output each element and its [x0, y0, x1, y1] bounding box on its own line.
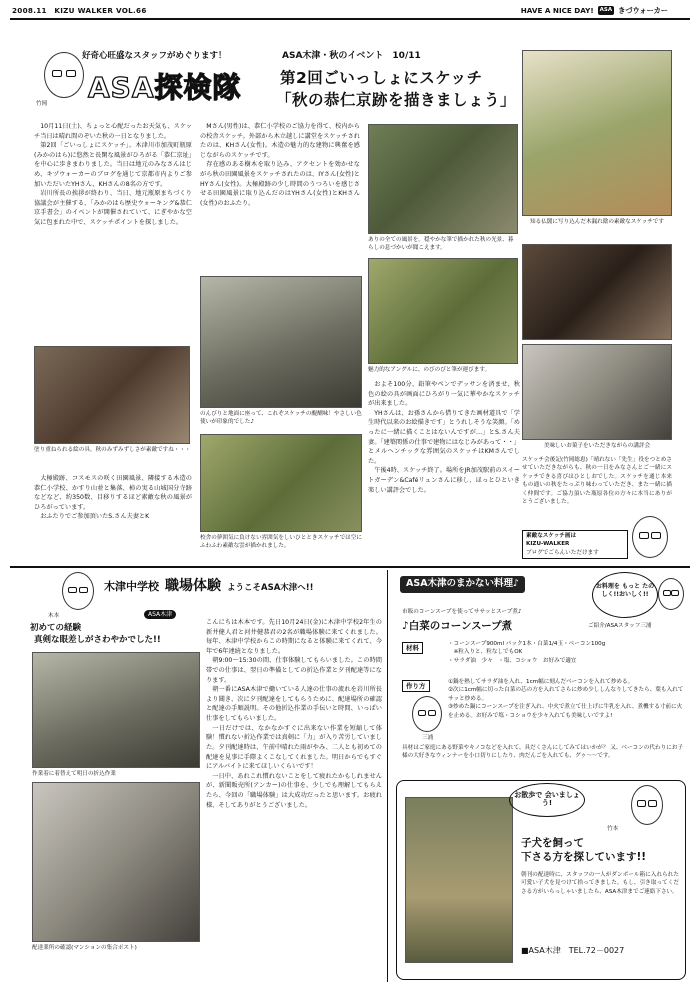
title-line1: 第2回ごいっしょにスケッチ [280, 69, 483, 87]
logo-text: きづウォーカー [618, 6, 668, 15]
blog-line: ブログでごらんいただけます [526, 549, 599, 556]
welcome-text: ようこそASA木津へ!! [227, 583, 314, 593]
photo-review-meeting-2 [522, 344, 672, 440]
school-name: 木津中学校 [104, 580, 159, 593]
caption: 美味しいお菓子をいただきながらの講評会 [543, 443, 651, 449]
ingredient: ・コーンスープ900ml パック1本・白菜1/4玉・ベーコン100g [448, 641, 606, 647]
host-name: 竹本 [607, 826, 619, 832]
paragraph: Mさん(男性)は、恭仁小学校のご協力を得て、校内からの校舎スケッチ。外部から木立越しに講堂をスケッチされたのは、KHさん(女性)。木造の魅力的な建物に興奮を感じながらのスケッチです。 [200, 123, 360, 159]
paragraph: 一日中、あれこれ慣れないことをして疲れたかもしれませんが、新聞販売所(アンカー)の仕事を、少しでも理解してもらえたら、今回の「職場体験」は大成功だったと思います。お疲れ様、そしてありがとうございました。 [206, 772, 382, 809]
caption: のんびりと地面に座って、これぞスケッチの醍醐味！やさしい色使いが印象的でした♪ [200, 411, 362, 426]
pet-title-2: 下さる方を探しています!! [521, 851, 647, 863]
ingredient: ・サラダ油 少々 ・塩、コショウ お好みで適宜 [448, 657, 577, 664]
pet-contact: ■ASA木津 TEL.72－0027 [521, 946, 625, 955]
pet-title-1: 子犬を飼って [521, 837, 584, 849]
host-portrait-icon [62, 572, 94, 610]
puppy-photo [405, 797, 513, 963]
job-title: 職場体験 [165, 578, 221, 594]
illustration-face-icon [632, 516, 668, 558]
ingredients-label: 材料 [402, 642, 423, 654]
step: ③炒めた鍋にコーンスープを注ぎ入れ、中火で煮立て仕上げに牛乳を入れ、煮機する寸前に火を止める。お好みで塩・コショウを少々入れても美味しいですよ! [448, 704, 683, 719]
title-line2: 「秋の恭仁京跡を描きましょう」 [276, 91, 517, 109]
headline-2: 真剣な眼差しがさわやかでした!! [34, 635, 161, 645]
blog-box [522, 530, 628, 559]
corner-title: ASA探検隊 [88, 71, 242, 104]
recipe-closing: 具材はご家庭にある野菜やキノコなどを入れて、具だくさんにしてみてはいかが？ 又、ベーコンの代わりにお子様の大好きなウィンナーを小口切りにしたり、肉だんごを入れても、グゥ～～です。 [402, 745, 683, 760]
host-portrait-icon [44, 52, 84, 98]
headline-1: 初めての経験 [30, 623, 82, 633]
afterword: スケッチ会後記(竹岡総恵)「晴れない「先生」役をつとめさせていただきながらも、秋の一日をみなさんとご一緒にスケッチできる喜びはひとしおでした。スケッチを通じ本来もの通いの秋をたっぷり味わっていただき、また一緒に描く仲間です。ご協力頂いた瓶原各位の方々に本当にありがとうございました。 [522, 457, 672, 505]
asa-tankentai-section [10, 22, 690, 564]
method-label: 作り方 [402, 680, 430, 692]
paragraph: 第2回「ごいっしょにスケッチ」。木津川市加茂町瓶原(みかのはら)に悠然と長閑な風景がひろがる「恭仁京址」を中心に歩きまわりました。当日は地元のみなさんはじめ、キヅウォーカーのブログを通じて京都市内よりご参加いただいたYHさん、KHさんの8名の方です。 [34, 142, 192, 188]
recipe-title: ASA木津のまかない料理♪ [400, 576, 525, 593]
paragraph: 朝一番にASA木津で働いている人達の仕事の流れを岩川所長より聞き、次に夕刊配達をしてもらうために、配達場所の確認と配達の手順説明。その他折込作業の手伝いと時間、いっぱい仕事をしてもらいました。 [206, 686, 382, 723]
speech-bubble: お散歩で 会いましょう! [509, 783, 585, 817]
paragraph: おふたりでご参加頂いたS.さん夫妻とK [40, 513, 150, 521]
photo-sketchbook [522, 50, 672, 216]
paragraph: YHさんは、お孫さんから借りてきた画材道具で「学生時代以来のお絵描きです」とうれしそうな笑顔。「めったに一緒に描くことはないんですが…」とS.さん夫妻。「建築関係の仕事で建物にはなじみがあって・・」とメルヘンチックな雰囲気のスケッチはKMさんでした。 [368, 409, 520, 465]
steps [448, 678, 684, 720]
section-rule [10, 566, 690, 568]
recipe-intro: ご紹介/ASAスタッフ三浦 [588, 623, 652, 629]
host-name: 木本 [48, 613, 60, 619]
caption: 校舎の夢囲気に負けない雰囲気をしいひとときスケッチでは空にふわふわ素敵な雲が描かれました。 [200, 535, 362, 550]
cook-face-icon [658, 578, 684, 610]
article-col1b [34, 474, 192, 522]
speech-bubble: お料理を もっと たのしく!!おいしく!! [592, 572, 658, 618]
paragraph: 10月11日(土)、ちょっと心配だったお天気も、スケッチ当日は晴れ間のぞいた秋の一日となりました。 [34, 123, 192, 140]
pet-body: 朝刊の配達時に、スタッフの一人がダンボール箱に入れられた可愛い子犬を見つけて拾ってきました。もし、引き取ってくださる方がいらっしゃいましたら、ASA木津までご連絡下さい。 [521, 872, 679, 895]
article-col1 [34, 122, 192, 228]
issue-info: 2008.11 KIZU WALKER VOL.66 [12, 6, 147, 15]
paragraph: 朝9:00～15:30の間、仕事体験してもらいました。この時間帯での仕事は、翌日の準備としての折込作業と夕刊配達等になります。 [206, 657, 382, 684]
paragraph: 一日だけでは、なかなかすぐに出来ない作業を短縮して体験！慣れない折込作業では真剣に「力」が入り苦労していました。夕刊配達時は、午前中晴れた雨がやみ、二人とも初めての配達を見事に手際よくこなしてくれました。明日からでもすぐにアルバイトに来てほしいくらいです！ [206, 724, 382, 771]
photo-woman-hat [368, 258, 518, 364]
paragraph: 午後4時、スケッチ終了。場所をJR加茂駅前のスイートガーデン&Caféリュンさんに移し、ほっとひといき楽しい講評会でした。 [368, 467, 520, 494]
paragraph: およそ100分、鉛筆やペンでデッサンを済ませ、秋色の絵の具が画面にひろがり一気に華やかなスケッチが出来ました。 [368, 381, 520, 408]
caption: 作業着に着替えて明日の折込作業 [32, 771, 116, 777]
section-heading [104, 576, 314, 598]
photo-review-meeting-1 [522, 244, 672, 340]
caption: 魅力的なアングルに、のびのびと筆が運びます。 [368, 367, 491, 373]
ingredients-list [448, 640, 684, 665]
cook-name: 三浦 [422, 735, 434, 741]
host-name: 竹岡 [36, 101, 48, 107]
photo-field-sketch [368, 124, 518, 234]
job-experience-section [10, 570, 388, 982]
job-article [206, 618, 382, 810]
photo-sketching-man [200, 276, 362, 408]
photo-students-mailbox [32, 782, 200, 942]
header-right [521, 5, 668, 16]
step: ②次に1cm幅に切った白菜の芯の方を入れてさらに炒め少ししんなりしてきたら、葉も入れてサッと炒める。 [448, 687, 684, 702]
header-rule [10, 18, 690, 20]
caption: ありの全ての風景を。穏やかな筆で描かれた秋の光景、暮らしの息づかいが聞こえます。 [368, 237, 514, 252]
host-face-icon [631, 785, 663, 825]
paragraph: 大極殿跡、コスモスの咲く田園風景、隣接する木造の恭仁小学校、かすり山並と集落、柿の実る山城国分寺跡などなど、約350数、目移りするほど素敵な秋の風景がひろがっています。 [34, 475, 192, 511]
article-col3 [368, 380, 520, 495]
article-col2 [200, 122, 360, 208]
photo-painter [34, 346, 190, 444]
blog-line: 素敵なスケッチ画は [526, 533, 577, 539]
ingredient: ※粒入りと、粒なしでもOK [448, 649, 523, 656]
recipe-section [392, 570, 690, 776]
paragraph: こんにちは木本です。先日10月24日(金)に木津中学校2年生の新井健人君と河井健恭君の2名が職場体験に来てくれました。毎年、木津中学校からこの時期になると体験に来てくれて、今年で6年連続となりました。 [206, 619, 382, 655]
step: ①鍋を熱してサラダ油を入れ、1cm幅に刻んだベーコンを入れて炒める。 [448, 679, 634, 685]
puppy-box [396, 780, 686, 980]
photo-two-painters [200, 434, 362, 532]
caption: 配達業所の確認(マンションの集合ポスト) [32, 945, 137, 951]
logo-badge: ASA [599, 7, 613, 14]
event-label: ASA木津・秋のイベント 10/11 [282, 51, 421, 61]
paragraph: 岩川所長の挨拶が終わり、当日、地元瓶原まちづくり協議会が主催する、「みかのはら歴史ウォーキング&恭仁京手書会」のイベントが開催されていて、にぎやかな空気に包まれた中で、スケッチポイントを探しました。 [34, 190, 192, 227]
paragraph: 存在感のある樹木を取り込み、アクセントを効かせながら秋の田園風景をスケッチされたのは、IYさん(女性)とHYさん(女性)。大極殿跡の少し時間のうつろいを感じさせる田園風景に取り込んだのはYHさん(女性)とKHさん(女性)のおふたり。 [200, 161, 360, 207]
slogan: HAVE A NICE DAY! [520, 6, 594, 15]
asa-sign: ASA木津 [144, 610, 176, 619]
photo-students-folding [32, 652, 200, 768]
blog-line: KIZU-WALKER [526, 541, 570, 548]
caption: 塗り重ねられる絵の具。秋のみずみずしさが素敵ですね・・・ [34, 447, 191, 453]
staff-face-icon [412, 696, 442, 732]
recipe-lead: 市販のコーンスープを使ってササッとスープ煮♪ [402, 609, 522, 615]
dish-name: ♪白菜のコーンスープ煮 [402, 620, 513, 632]
caption: 知る仏閣に写り込んだ木漏れ陰の素敵なスケッチです [530, 219, 664, 225]
tagline: 好奇心旺盛なスタッフがめぐります！ [82, 51, 227, 61]
